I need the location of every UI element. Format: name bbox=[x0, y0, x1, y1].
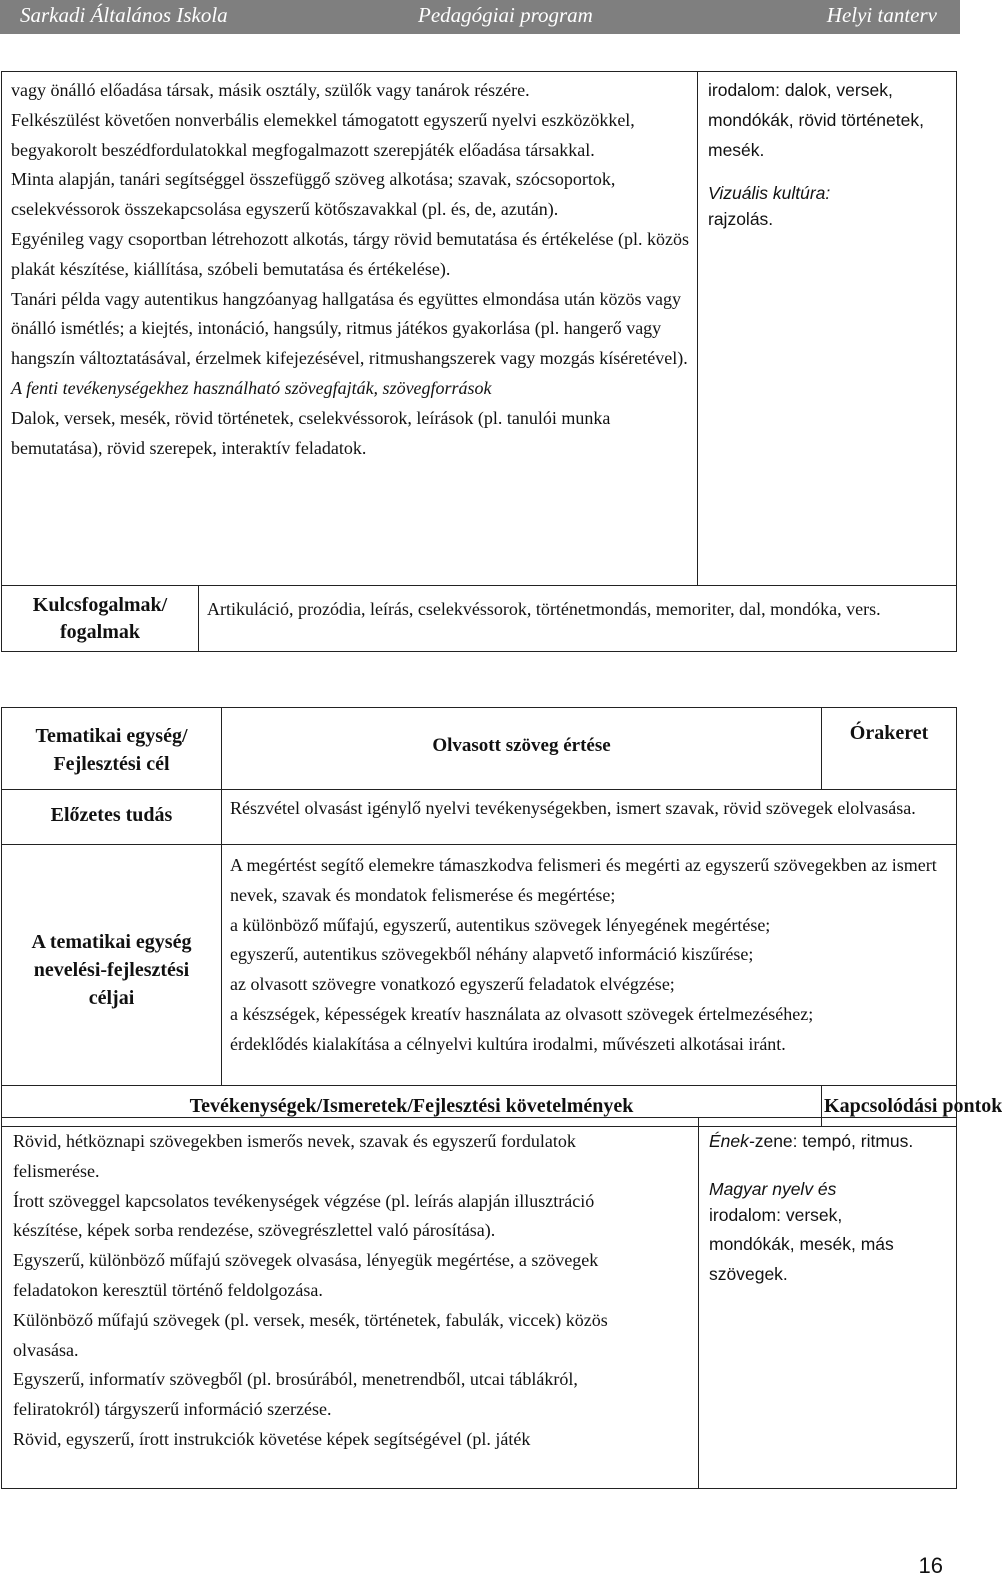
header-program: Pedagógiai program bbox=[418, 3, 593, 27]
connections-cell bbox=[698, 72, 957, 586]
goal-item: a készségek, képességek kreatív használata az olvasott szövegek értelmezéséhez; bbox=[230, 1003, 814, 1024]
activity-item: Tanári példa vagy autentikus hangzóanyag hallgatása és együttes elmondása után közös vagy önálló ismétlés; a kiejtés, intonáció, hangsúly, ritmus játékos gyakorlása (pl. hangerő vagy hangszín változtatásával, érzelmek kifejezésével, ritmushangszerek vagy mozgás kíséretével). bbox=[11, 288, 688, 369]
activity-item: Felkészülést követően nonverbális elemekkel támogatott egyszerű nyelvi eszközökkel, begyakorolt beszédfordulatokkal megfogalmazott szerepjáték előadása társakkal. bbox=[11, 109, 635, 160]
theme-table bbox=[1, 707, 1002, 1127]
theme-connections-cell bbox=[699, 1118, 957, 1489]
prior-knowledge-label: Előzetes tudás bbox=[2, 790, 222, 845]
theme-activity-item: Különböző műfajú szövegek (pl. versek, mesék, történetek, fabulák, viccek) közös olvasása. bbox=[13, 1309, 608, 1360]
text-types-body: Dalok, versek, mesék, rövid történetek, cselekvéssorok, leírások (pl. tanulói munka bemutatása), rövid szerepek, interaktív feladatok. bbox=[11, 407, 611, 458]
connection-music-label: Ének- bbox=[709, 1131, 755, 1151]
connection-language-text: irodalom: versek, mondókák, mesék, más szövegek. bbox=[709, 1204, 894, 1285]
goal-item: az olvasott szövegre vonatkozó egyszerű feladatok elvégzése; bbox=[230, 974, 675, 995]
connection-language-label: Magyar nyelv és bbox=[709, 1178, 837, 1199]
theme-title: Olvasott szöveg értése bbox=[222, 708, 822, 790]
activities-header: Tevékenységek/Ismeretek/Fejlesztési követelmények bbox=[2, 1086, 822, 1127]
page-number: 16 bbox=[918, 1553, 943, 1578]
goal-item: a különböző műfajú, egyszerű, autentikus szövegek lényegének megértése; bbox=[230, 914, 771, 935]
goal-item: egyszerű, autentikus szövegekből néhány alapvető információ kiszűrése; bbox=[230, 944, 754, 965]
theme-activity-item: Rövid, hétköznapi szövegekben ismerős nevek, szavak és egyszerű fordulatok felismerése. bbox=[13, 1131, 576, 1181]
keywords-value: Artikuláció, prozódia, leírás, cselekvéssorok, történetmondás, memoriter, dal, mondóka, vers. bbox=[199, 586, 957, 652]
activity-item: Minta alapján, tanári segítséggel összefüggő szöveg alkotása; szavak, szócsoportok, cselekvéssorok összekapcsolása egyszerű kötőszavakkal (pl. és, de, azután). bbox=[11, 169, 616, 220]
curriculum-table-continued bbox=[1, 71, 957, 652]
connection-literature: irodalom: dalok, versek, mondókák, rövid történetek, mesék. bbox=[708, 80, 924, 160]
goals-cell bbox=[222, 845, 957, 1086]
theme-table-activities bbox=[1, 1117, 957, 1489]
theme-activity-item: Írott szöveggel kapcsolatos tevékenységek végzése (pl. leírás alapján illusztráció készítése, képek sorba rendezése, szövegrészlettel való párosítása). bbox=[13, 1190, 595, 1241]
theme-activity-item: Egyszerű, különböző műfajú szövegek olvasása, lényegük megértése, a szövegek feladatokon keresztül történő feldolgozása. bbox=[13, 1250, 599, 1300]
connection-music-text: zene: tempó, ritmus. bbox=[754, 1131, 914, 1151]
theme-activity-item: Rövid, egyszerű, írott instrukciók követése képek segítségével (pl. játék bbox=[13, 1428, 531, 1449]
activity-item: vagy önálló előadása társak, másik osztály, szülők vagy tanárok részére. bbox=[11, 80, 530, 100]
connections-header: Kapcsolódási pontok bbox=[822, 1086, 957, 1127]
activity-item: Egyénileg vagy csoportban létrehozott alkotás, tárgy rövid bemutatása és értékelése (pl. közös plakát készítése, kiállítása, szóbeli bemutatása és értékelése). bbox=[11, 228, 689, 279]
theme-activities-cell bbox=[2, 1118, 699, 1489]
theme-activity-item: Egyszerű, informatív szövegből (pl. brosúrából, menetrendből, utcai táblákról, feliratokról) tárgyszerű információ szerzése. bbox=[13, 1369, 578, 1420]
header-local: Helyi tanterv bbox=[826, 3, 937, 27]
connection-visual-text: rajzolás. bbox=[708, 209, 774, 230]
hours-label: Órakeret bbox=[822, 708, 957, 790]
connection-music bbox=[709, 1127, 926, 1157]
keywords-label: Kulcsfogalmak/ fogalmak bbox=[2, 586, 199, 652]
activities-cell bbox=[2, 72, 698, 586]
goal-item: érdeklődés kialakítása a célnyelvi kultúra irodalmi, művészeti alkotásai iránt. bbox=[230, 1033, 786, 1054]
theme-label: Tematikai egység/ Fejlesztési cél bbox=[2, 708, 222, 790]
goals-label: A tematikai egység nevelési-fejlesztési céljai bbox=[2, 845, 222, 1086]
page-header bbox=[0, 0, 960, 34]
goal-item: A megértést segítő elemekre támaszkodva felismeri és megérti az egyszerű szövegekben az ismert nevek, szavak és mondatok felismerése és megértése; bbox=[230, 855, 937, 905]
connection-visual-label: Vizuális kultúra: bbox=[708, 183, 831, 204]
header-school: Sarkadi Általános Iskola bbox=[20, 3, 228, 27]
prior-knowledge-text: Részvétel olvasást igénylő nyelvi tevékenységekben, ismert szavak, rövid szövegek elolvasása. bbox=[222, 790, 957, 845]
text-types-title: A fenti tevékenységekhez használható szövegfajták, szövegforrások bbox=[11, 377, 492, 398]
